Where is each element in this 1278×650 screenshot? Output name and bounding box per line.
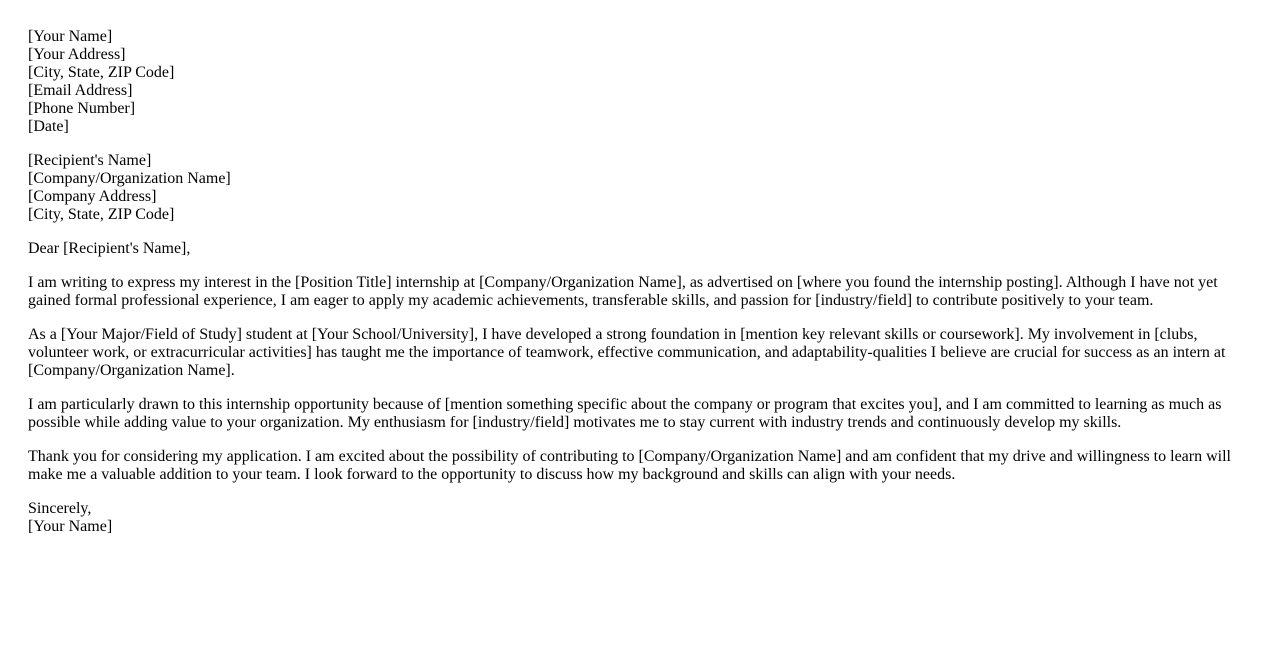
sender-address: [Your Address] xyxy=(28,46,126,63)
sender-phone: [Phone Number] xyxy=(28,100,136,117)
sender-block xyxy=(28,28,1238,136)
cover-letter xyxy=(28,28,1238,552)
closing-block xyxy=(28,500,1238,536)
letter-date: [Date] xyxy=(28,118,69,135)
sender-city-state-zip: [City, State, ZIP Code] xyxy=(28,64,175,81)
body-paragraph-closing: Thank you for considering my application. I am excited about the possibility of contributing to [Company/Organization Name] and am confident that my drive and willingness to learn will make me a valuable addition to your team. I look forward to the opportunity to discuss how my background and skills can align with your needs. xyxy=(28,448,1231,483)
recipient-city-state-zip: [City, State, ZIP Code] xyxy=(28,206,175,223)
body-paragraph-background: As a [Your Major/Field of Study] student at [Your School/University], I have developed a strong foundation in [mention key relevant skills or coursework]. My involvement in [clubs, volunteer work, or extracurricular activities] has taught me the importance of teamwork, effective communication, and adaptability-qualities I believe are crucial for success as an intern at [Company/Organization Name]. xyxy=(28,326,1226,379)
salutation: Dear [Recipient's Name], xyxy=(28,240,191,257)
body-paragraph-intro: I am writing to express my interest in the [Position Title] internship at [Company/Organization Name], as advertised on [where you found the internship posting]. Although I have not yet gained formal professional experience, I am eager to apply my academic achievements, transferable skills, and passion for [industry/field] to contribute positively to your team. xyxy=(28,274,1218,309)
sender-email: [Email Address] xyxy=(28,82,133,99)
recipient-name: [Recipient's Name] xyxy=(28,152,152,169)
signature-name: [Your Name] xyxy=(28,518,113,535)
recipient-block xyxy=(28,152,1238,224)
valediction: Sincerely, xyxy=(28,500,92,517)
sender-name: [Your Name] xyxy=(28,28,113,45)
recipient-address: [Company Address] xyxy=(28,188,157,205)
recipient-organization: [Company/Organization Name] xyxy=(28,170,231,187)
body-paragraph-motivation: I am particularly drawn to this internship opportunity because of [mention something specific about the company or program that excites you], and I am committed to learning as much as possible while adding value to your organization. My enthusiasm for [industry/field] motivates me to stay current with industry trends and continuously develop my skills. xyxy=(28,396,1222,431)
